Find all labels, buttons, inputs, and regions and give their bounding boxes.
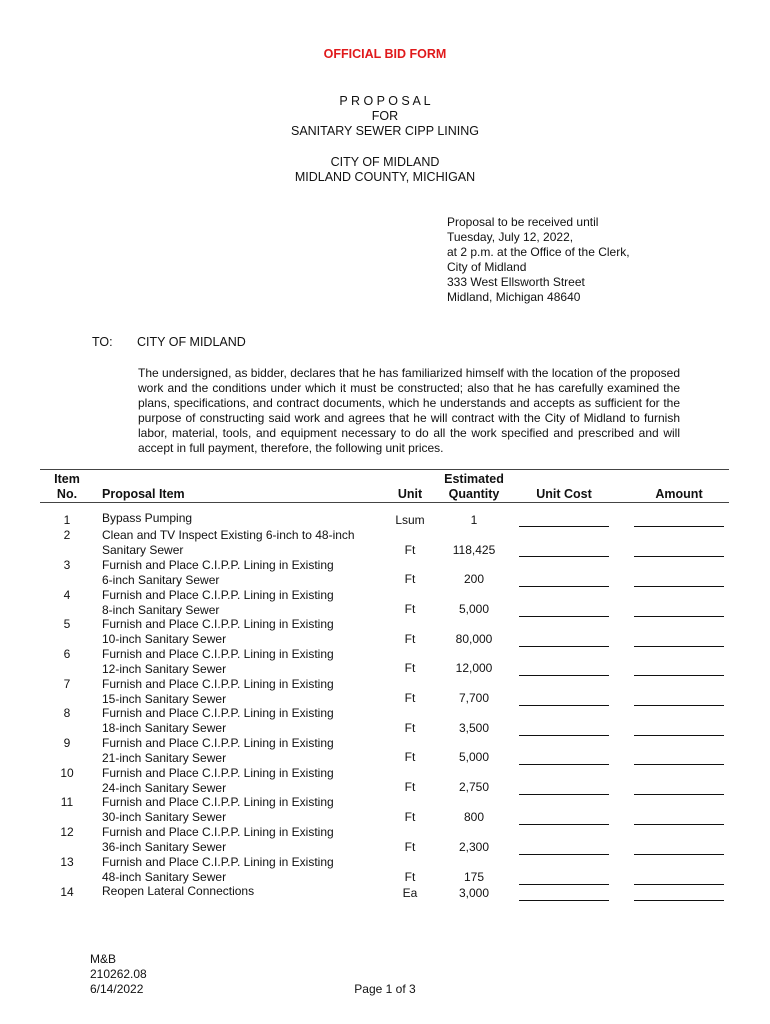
row-description: Furnish and Place C.I.P.P. Lining in Existing 30-inch Sanitary Sewer [102,795,334,824]
row-quantity: 5,000 [458,602,490,616]
unit-cost-blank[interactable] [519,616,609,617]
row-unit: Lsum [395,513,425,527]
for-line: FOR [371,109,399,123]
row-item-no: 1 [63,513,71,527]
unit-cost-blank[interactable] [519,884,609,885]
deadline-line: Tuesday, July 12, 2022, [447,230,574,244]
row-quantity: 5,000 [458,750,490,764]
amount-blank[interactable] [634,556,724,557]
to-value: CITY OF MIDLAND [137,335,246,349]
row-quantity: 2,300 [458,840,490,854]
table-top-rule [40,469,729,470]
page-number: Page 1 of 3 [354,982,416,996]
row-item-no: 3 [63,558,71,572]
deadline-line: at 2 p.m. at the Office of the Clerk, [447,245,630,259]
row-quantity: 7,700 [458,691,490,705]
row-item-no: 12 [60,825,74,839]
footer-firm: M&B [90,952,117,966]
row-description: Furnish and Place C.I.P.P. Lining in Existing 12-inch Sanitary Sewer [102,647,334,676]
amount-blank[interactable] [634,735,724,736]
amount-blank[interactable] [634,900,724,901]
project-title: SANITARY SEWER CIPP LINING [290,124,479,138]
deadline-line: Proposal to be received until [447,215,599,229]
row-unit: Ft [404,721,416,735]
row-quantity: 3,500 [458,721,490,735]
row-item-no: 5 [63,617,71,631]
amount-blank[interactable] [634,854,724,855]
row-description: Furnish and Place C.I.P.P. Lining in Existing 21-inch Sanitary Sewer [102,736,334,765]
row-quantity: 800 [463,810,485,824]
row-item-no: 11 [60,795,74,809]
unit-cost-blank[interactable] [519,556,609,557]
row-unit: Ft [404,870,416,884]
row-quantity: 3,000 [458,886,490,900]
col-header-amount: Amount [655,487,703,501]
col-header-item: Item No. [54,472,80,501]
row-description: Bypass Pumping [102,511,193,525]
unit-cost-blank[interactable] [519,526,609,527]
row-unit: Ft [404,661,416,675]
row-unit: Ft [404,810,416,824]
row-description: Reopen Lateral Connections [102,884,255,898]
row-description: Furnish and Place C.I.P.P. Lining in Existing 18-inch Sanitary Sewer [102,706,334,735]
amount-blank[interactable] [634,824,724,825]
row-unit: Ft [404,780,416,794]
unit-cost-blank[interactable] [519,854,609,855]
table-header-rule [40,502,729,503]
amount-blank[interactable] [634,675,724,676]
unit-cost-blank[interactable] [519,705,609,706]
row-item-no: 14 [60,885,74,899]
deadline-block [447,215,630,305]
col-header-quantity: Estimated Quantity [444,472,504,501]
footer-date: 6/14/2022 [90,982,144,996]
row-quantity: 200 [463,572,485,586]
unit-cost-blank[interactable] [519,764,609,765]
deadline-line: City of Midland [447,260,527,274]
row-quantity: 175 [463,870,485,884]
row-description: Furnish and Place C.I.P.P. Lining in Existing 48-inch Sanitary Sewer [102,855,334,884]
bid-form-title: OFFICIAL BID FORM [323,47,447,61]
amount-blank[interactable] [634,526,724,527]
amount-blank[interactable] [634,586,724,587]
deadline-line: Midland, Michigan 48640 [447,290,581,304]
row-item-no: 6 [63,647,71,661]
unit-cost-blank[interactable] [519,900,609,901]
row-description: Furnish and Place C.I.P.P. Lining in Existing 24-inch Sanitary Sewer [102,766,334,795]
row-unit: Ft [404,632,416,646]
unit-cost-blank[interactable] [519,735,609,736]
deadline-line: 333 West Ellsworth Street [447,275,585,289]
amount-blank[interactable] [634,764,724,765]
amount-blank[interactable] [634,705,724,706]
city-name: CITY OF MIDLAND [330,155,440,169]
county-name: MIDLAND COUNTY, MICHIGAN [294,170,476,184]
proposal-heading: P R O P O S A L [339,94,431,108]
unit-cost-blank[interactable] [519,586,609,587]
row-description: Furnish and Place C.I.P.P. Lining in Existing 8-inch Sanitary Sewer [102,588,334,617]
row-description: Furnish and Place C.I.P.P. Lining in Existing 36-inch Sanitary Sewer [102,825,334,854]
unit-cost-blank[interactable] [519,675,609,676]
row-unit: Ft [404,602,416,616]
unit-cost-blank[interactable] [519,794,609,795]
amount-blank[interactable] [634,616,724,617]
row-description: Furnish and Place C.I.P.P. Lining in Existing 10-inch Sanitary Sewer [102,617,334,646]
row-description: Furnish and Place C.I.P.P. Lining in Existing 6-inch Sanitary Sewer [102,558,334,587]
row-unit: Ft [404,840,416,854]
row-item-no: 4 [63,588,71,602]
row-item-no: 10 [60,766,74,780]
row-description: Clean and TV Inspect Existing 6-inch to 48-inch Sanitary Sewer [102,528,355,557]
unit-cost-blank[interactable] [519,646,609,647]
row-item-no: 8 [63,706,71,720]
row-unit: Ea [402,886,418,900]
col-header-unit-cost: Unit Cost [536,487,592,501]
col-header-proposal-item: Proposal Item [102,487,185,501]
row-item-no: 7 [63,677,71,691]
row-item-no: 13 [60,855,74,869]
row-quantity: 118,425 [452,543,496,557]
row-unit: Ft [404,750,416,764]
row-quantity: 2,750 [458,780,490,794]
col-header-unit: Unit [397,487,423,501]
amount-blank[interactable] [634,646,724,647]
row-quantity: 12,000 [455,661,493,675]
amount-blank[interactable] [634,884,724,885]
row-quantity: 1 [470,513,478,527]
row-quantity: 80,000 [455,632,493,646]
intro-paragraph: The undersigned, as bidder, declares that he has familiarized himself with the location of the proposed work and the conditions under which it must be constructed; also that he has carefully examined the plans, specifications, and contract documents, which he understands and accepts as sufficient for the purpose of constructing said work and agrees that he will contract with the City of Midland to furnish labor, material, tools, and equipment necessary to do all the work specified and prescribed and will accept in full payment, therefore, the following unit prices. [138,366,680,455]
footer-project-no: 210262.08 [90,967,147,981]
row-description: Furnish and Place C.I.P.P. Lining in Existing 15-inch Sanitary Sewer [102,677,334,706]
amount-blank[interactable] [634,794,724,795]
to-label: TO: [92,335,113,349]
unit-cost-blank[interactable] [519,824,609,825]
row-unit: Ft [404,691,416,705]
row-item-no: 2 [63,528,71,542]
row-unit: Ft [404,543,416,557]
row-unit: Ft [404,572,416,586]
row-item-no: 9 [63,736,71,750]
